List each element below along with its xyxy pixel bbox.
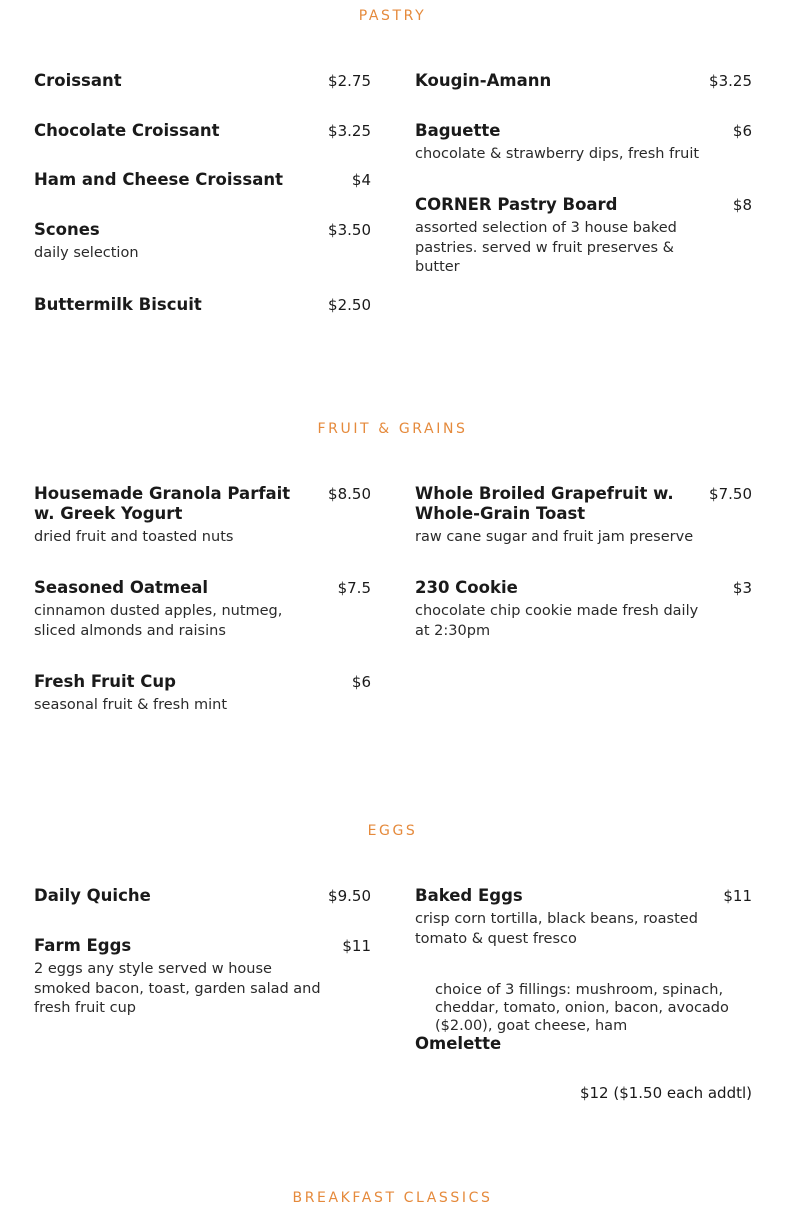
- item-description: crisp corn tortilla, black beans, roasted tomato & quest fresco: [415, 911, 698, 947]
- menu-item-broiled-grapefruit: [415, 484, 752, 548]
- item-price: $7.50: [709, 485, 752, 503]
- item-name: Scones: [34, 220, 100, 239]
- item-name: Baked Eggs: [415, 886, 523, 905]
- item-price: $6: [351, 673, 371, 691]
- item-name: Fresh Fruit Cup: [34, 672, 176, 691]
- item-price: $2.75: [328, 72, 371, 90]
- menu-item-daily-quiche: [34, 886, 371, 906]
- item-name: Daily Quiche: [34, 886, 151, 905]
- item-name: Baguette: [415, 121, 501, 140]
- omelette-name: Omelette: [415, 1034, 502, 1053]
- menu-item-croissant: [34, 71, 371, 91]
- menu-item-seasoned-oatmeal: [34, 578, 371, 641]
- menu-item-fresh-fruit-cup: [34, 672, 371, 716]
- item-name: Buttermilk Biscuit: [34, 295, 202, 314]
- item-description: dried fruit and toasted nuts: [34, 529, 234, 545]
- menu-item-baguette: [415, 121, 752, 165]
- menu-item-farm-eggs: [34, 936, 371, 1019]
- menu-item-buttermilk-biscuit: [34, 295, 371, 315]
- menu-item-ham-cheese-croissant: [34, 170, 371, 190]
- omelette-description: choice of 3 fillings: mushroom, spinach, cheddar, tomato, onion, bacon, avocado ($2.00), goat cheese, ham: [435, 982, 729, 1034]
- menu-item-kougin-amann: [415, 71, 752, 91]
- item-price: $2.50: [328, 296, 371, 314]
- menu-item-230-cookie: [415, 578, 752, 641]
- item-description: assorted selection of 3 house baked pastries. served w fruit preserves & butter: [415, 220, 677, 275]
- item-name: CORNER Pastry Board: [415, 195, 618, 214]
- item-price: $3.25: [328, 122, 371, 140]
- item-description: chocolate & strawberry dips, fresh fruit: [415, 146, 700, 162]
- item-description: 2 eggs any style served w house smoked bacon, toast, garden salad and fresh fruit cup: [34, 961, 321, 1016]
- omelette-price: $12 ($1.50 each addtl): [579, 1084, 752, 1102]
- item-price: $3: [732, 579, 752, 597]
- item-name: Whole Broiled Grapefruit w. Whole-Grain Toast: [415, 484, 674, 523]
- menu-item-baked-eggs: [415, 886, 752, 949]
- item-description: raw cane sugar and fruit jam preserve: [415, 529, 694, 545]
- item-price: $7.5: [337, 579, 371, 597]
- item-name: Seasoned Oatmeal: [34, 578, 209, 597]
- item-name: Farm Eggs: [34, 936, 132, 955]
- section-title-eggs: EGGS: [367, 823, 418, 839]
- item-name: Croissant: [34, 71, 122, 90]
- item-price: $11: [723, 887, 752, 905]
- section-title-breakfast-classics: BREAKFAST CLASSICS: [292, 1190, 493, 1206]
- item-name: Kougin-Amann: [415, 71, 552, 90]
- item-name: 230 Cookie: [415, 578, 518, 597]
- section-title-pastry: PASTRY: [358, 8, 427, 24]
- item-description: cinnamon dusted apples, nutmeg, sliced almonds and raisins: [34, 603, 283, 639]
- item-price: $8: [732, 196, 752, 214]
- item-name: Ham and Cheese Croissant: [34, 170, 283, 189]
- menu-item-chocolate-croissant: [34, 121, 371, 141]
- menu-item-corner-pastry-board: [415, 195, 752, 278]
- item-description: seasonal fruit & fresh mint: [34, 697, 228, 713]
- item-price: $3.50: [328, 221, 371, 239]
- item-description: daily selection: [34, 245, 139, 261]
- item-price: $8.50: [328, 485, 371, 503]
- item-price: $9.50: [328, 887, 371, 905]
- item-description: chocolate chip cookie made fresh daily at 2:30pm: [415, 603, 699, 639]
- item-price: $3.25: [709, 72, 752, 90]
- menu-item-scones: [34, 220, 371, 264]
- item-name: Chocolate Croissant: [34, 121, 220, 140]
- item-price: $4: [351, 171, 371, 189]
- section-title-fruit-grains: FRUIT & GRAINS: [317, 421, 468, 437]
- menu-item-granola-parfait: [34, 484, 371, 548]
- item-price: $11: [342, 937, 371, 955]
- item-price: $6: [732, 122, 752, 140]
- item-name: Housemade Granola Parfait w. Greek Yogurt: [34, 484, 291, 523]
